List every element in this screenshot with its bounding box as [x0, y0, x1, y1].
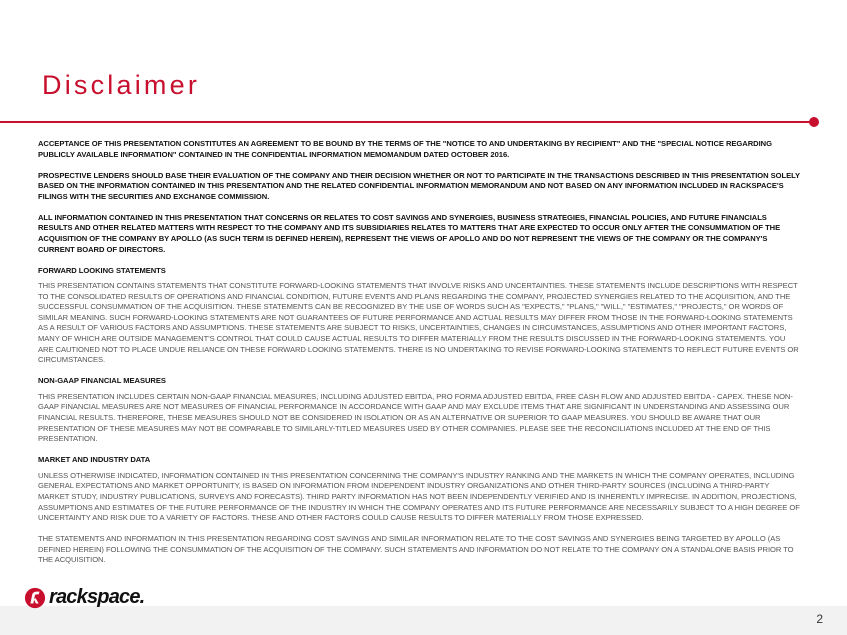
footer-bar — [0, 606, 847, 635]
apollo-views-paragraph: ALL INFORMATION CONTAINED IN THIS PRESENTATION THAT CONCERNS OR RELATES TO COST SAVINGS AND SYNERGIES, BUSINESS STRATEGIES, FINANCIAL POLICIES, AND FUTURE FINANCIALS RESULTS AND OTHER RELATED MATTERS WITH RESPECT TO THE COMPANY AND ITS SUBSIDIARIES RELATES TO MATTERS THAT ARE EXPECTED TO OCCUR ONLY AFTER THE CONSUMMATION OF THE ACQUISITION OF THE COMPANY BY APOLLO (AS SUCH TERM IS DEFINED HEREIN), REPRESENT THE VIEWS OF APOLLO AND DO NOT REPRESENT THE VIEWS OF THE COMPANY OR THE COMPANY'S CURRENT BOARD OF DIRECTORS. — [38, 212, 781, 254]
page-number: 2 — [816, 612, 823, 626]
disclaimer-body — [38, 139, 801, 576]
rackspace-logo-icon — [24, 587, 46, 609]
rackspace-logo — [24, 586, 144, 609]
forward-looking-heading: FORWARD LOOKING STATEMENTS — [38, 265, 166, 275]
acceptance-paragraph: ACCEPTANCE OF THIS PRESENTATION CONSTITUTES AN AGREEMENT TO BE BOUND BY THE TERMS OF THE "NOTICE TO AND UNDERTAKING BY RECIPIENT" AND THE "SPECIAL NOTICE REGARDING PUBLICLY AVAILABLE INFORMATION" CONTAINED IN THE CONFIDENTIAL INFORMATION MEMOMANDUM DATED OCTOBER 2016. — [38, 139, 772, 159]
non-gaap-heading: NON-GAAP FINANCIAL MEASURES — [38, 376, 166, 386]
title-divider-dot — [809, 117, 819, 127]
forward-looking-paragraph: THIS PRESENTATION CONTAINS STATEMENTS THAT CONSTITUTE FORWARD-LOOKING STATEMENTS THAT INVOLVE RISKS AND UNCERTAINTIES. THESE STATEMENTS INCLUDE DESCRIPTIONS WITH RESPECT TO THE CONSOLIDATED RESULTS OF OPERATIONS AND FINANCIAL CONDITION, FUTURE EVENTS AND PLANS REGARDING THE COMPANY, PROJECTED SYNERGIES RELATED TO THE ACQUISITION, AND THE SUCCESSFUL CONSUMMATION OF THE ACQUISITION. THESE STATEMENTS CAN BE RECOGNIZED BY THE USE OF WORDS SUCH AS "EXPECTS," "PLANS," "WILL," "ESTIMATES," "PROJECTS," OR WORDS OF SIMILAR MEANING. SUCH FORWARD-LOOKING STATEMENTS ARE NOT GUARANTEES OF FUTURE PERFORMANCE AND ACTUAL RESULTS MAY DIFFER FROM THOSE IN THE FORWARD-LOOKING STATEMENTS AS A RESULT OF VARIOUS FACTORS AND ASSUMPTIONS. THESE STATEMENTS ARE SUBJECT TO RISKS, UNCERTAINTIES, CHANGES IN CIRCUMSTANCES, ASSUMPTIONS AND OTHER IMPORTANT FACTORS, MANY OF WHICH ARE OUTSIDE MANAGEMENT'S CONTROL THAT COULD CAUSE ACTUAL RESULTS TO DIFFER MATERIALLY FROM THE RESULTS DISCUSSED IN THE FORWARD-LOOKING STATEMENTS. YOU ARE CAUTIONED NOT TO PLACE UNDUE RELIANCE ON THESE FORWARD LOOKING STATEMENTS. THERE IS NO UNDERTAKING TO REVISE FORWARD-LOOKING STATEMENTS TO REFLECT FUTURE EVENTS OR CIRCUMSTANCES. — [38, 281, 799, 365]
cost-savings-paragraph: THE STATEMENTS AND INFORMATION IN THIS PRESENTATION REGARDING COST SAVINGS AND SIMILAR INFORMATION RELATE TO THE COST SAVINGS AND SYNERGIES BEING TARGETED BY APOLLO (AS DEFINED HEREIN) FOLLOWING THE CONSUMMATION OF THE ACQUISITION OF THE COMPANY. SUCH STATEMENTS AND INFORMATION DO NOT RELATE TO THE COMPANY ON A STANDALONE BASIS PRIOR TO THE ACQUISITION. — [38, 534, 794, 565]
rackspace-logo-text: rackspace. — [49, 586, 145, 608]
title-divider — [0, 121, 814, 123]
non-gaap-paragraph: THIS PRESENTATION INCLUDES CERTAIN NON-GAAP FINANCIAL MEASURES, INCLUDING ADJUSTED EBITDA, PRO FORMA ADJUSTED EBITDA, FREE CASH FLOW AND ADJUSTED EBITDA - CAPEX. THESE NON-GAAP FINANCIAL MEASURES ARE NOT MEASURES OF FINANCIAL PERFORMANCE IN ACCORDANCE WITH GAAP AND MAY EXCLUDE ITEMS THAT ARE SIGNIFICANT IN UNDERSTANDING AND ASSESSING OUR FINANCIAL RESULTS. THEREFORE, THESE MEASURES SHOULD NOT BE CONSIDERED IN ISOLATION OR AS AN ALTERNATIVE OR SUPERIOR TO GAAP MEASURES. YOU SHOULD BE AWARE THAT OUR PRESENTATION OF THESE MEASURES MAY NOT BE COMPARABLE TO SIMILARLY-TITLED MEASURES USED BY OTHER COMPANIES. PLEASE SEE THE RECONCILIATIONS INCLUDED AT THE END OF THIS PRESENTATION. — [38, 391, 793, 444]
prospective-lenders-paragraph: PROSPECTIVE LENDERS SHOULD BASE THEIR EVALUATION OF THE COMPANY AND THEIR DECISION WHETHER OR NOT TO PARTICIPATE IN THE TRANSACTIONS DESCRIBED IN THIS PRESENTATION SOLELY BASED ON THE INFORMATION CONTAINED IN THIS PRESENTATION AND THE RELATED CONFIDENTIAL INFORMATION MEMORANDUM AND NOT BASED ON ANY INFORMATION INCLUDED IN RACKSPACE'S FILINGS WITH THE SECURITIES AND EXCHANGE COMMISSION. — [38, 170, 800, 201]
market-data-paragraph: UNLESS OTHERWISE INDICATED, INFORMATION CONTAINED IN THIS PRESENTATION CONCERNING THE COMPANY'S INDUSTRY RANKING AND THE MARKETS IN WHICH THE COMPANY OPERATES, INCLUDING GENERAL EXPECTATIONS AND MARKET OPPORTUNITY, IS BASED ON INFORMATION FROM INDEPENDENT INDUSTRY ORGANIZATIONS AND OTHER THIRD-PARTY SOURCES (INCLUDING A THIRD-PARTY MARKET STUDY, INDUSTRY PUBLICATIONS, SURVEYS AND FORECASTS). THIRD PARTY INFORMATION HAS NOT BEEN INDEPENDENTLY VERIFIED AND IS INHERENTLY IMPRECISE. IN ADDITION, PROJECTIONS, ASSUMPTIONS AND ESTIMATES OF THE FUTURE PERFORMANCE OF THE INDUSTRY IN WHICH THE COMPANY OPERATES AND ITS FUTURE PERFORMANCE ARE NECESSARILY SUBJECT TO A HIGH DEGREE OF UNCERTAINTY AND RISK DUE TO A VARIETY OF FACTORS. THESE AND OTHER FACTORS COULD CAUSE RESULTS TO DIFFER MATERIALLY FROM THOSE EXPRESSED. — [38, 470, 800, 523]
page-title: Disclaimer — [42, 70, 201, 100]
market-data-heading: MARKET AND INDUSTRY DATA — [38, 455, 151, 465]
